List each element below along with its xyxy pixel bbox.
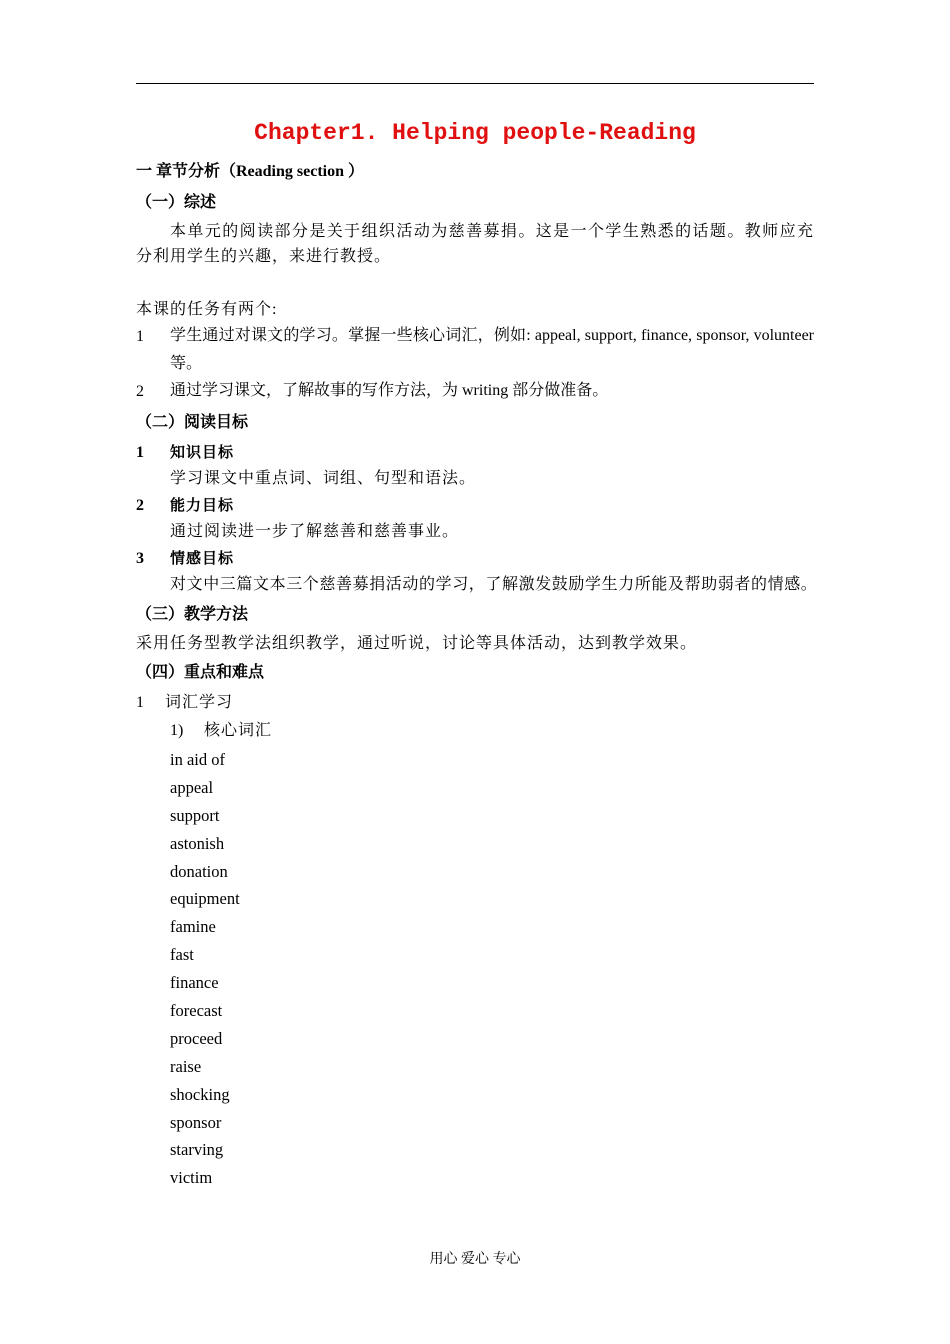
vocab-word: in aid of — [170, 750, 225, 769]
method-heading: （三）教学方法 — [136, 606, 249, 623]
task-number: 1 — [136, 328, 144, 345]
goal-number: 3 — [136, 550, 144, 567]
vocab-word: finance — [170, 973, 219, 993]
vocab-word: proceed — [170, 1028, 223, 1048]
page-title: Chapter1. Helping people-Reading — [254, 120, 696, 146]
task-item: 通过学习课文，了解故事的写作方法，为 writing 部分做准备。 — [170, 382, 609, 399]
goals-heading: （二）阅读目标 — [136, 414, 249, 431]
sub-number: 1 — [136, 694, 144, 711]
core-vocabulary-list — [170, 746, 240, 1192]
sub-label: 词汇学习 — [165, 694, 234, 711]
header-rule — [136, 83, 814, 84]
vocab-word: support — [170, 805, 220, 825]
vocab-word: raise — [170, 1056, 202, 1076]
goal-text: 学习课文中重点词、词组、句型和语法。 — [170, 470, 477, 487]
section-heading: 一 章节分析（Reading section ） — [136, 163, 365, 180]
vocab-word: equipment — [170, 889, 240, 909]
task-number: 2 — [136, 383, 144, 400]
vocab-word: shocking — [170, 1084, 230, 1104]
vocab-word: famine — [170, 917, 216, 937]
goal-number: 2 — [136, 497, 144, 514]
vocab-word: astonish — [170, 833, 225, 853]
vocab-word: victim — [170, 1168, 213, 1188]
vocab-word: appeal — [170, 777, 214, 797]
goal-label: 能力目标 — [170, 498, 235, 514]
vocab-word: starving — [170, 1140, 224, 1160]
overview-heading: （一）综述 — [136, 194, 217, 211]
tasks-intro: 本课的任务有两个: — [136, 301, 278, 318]
page-footer: 用心 爱心 专心 — [429, 1252, 521, 1267]
goal-label: 情感目标 — [170, 551, 235, 567]
method-text: 采用任务型教学法组织教学，通过听说，讨论等具体活动，达到教学效果。 — [136, 635, 698, 652]
goal-text: 对文中三篇文本三个慈善募捐活动的学习，了解激发鼓励学生力所能及帮助弱者的情感。 — [170, 576, 818, 593]
goal-number: 1 — [136, 444, 144, 461]
vocab-word: fast — [170, 945, 194, 965]
goal-text: 通过阅读进一步了解慈善和慈善事业。 — [170, 523, 460, 540]
task-item: 学生通过对课文的学习。掌握一些核心词汇，例如: appeal, support, finance, sponsor, volunteer 等。 — [170, 327, 814, 372]
overview-paragraph: 本单元的阅读部分是关于组织活动为慈善募捐。这是一个学生熟悉的话题。教师应充分利用学生的兴趣，来进行教授。 — [136, 223, 814, 265]
list-number: 1) — [170, 722, 184, 739]
vocab-word: forecast — [170, 1001, 223, 1021]
vocab-word: sponsor — [170, 1112, 222, 1132]
goal-label: 知识目标 — [170, 445, 235, 461]
vocab-word: donation — [170, 861, 228, 881]
list-label: 核心词汇 — [204, 722, 273, 739]
keypoints-heading: （四）重点和难点 — [136, 664, 265, 681]
